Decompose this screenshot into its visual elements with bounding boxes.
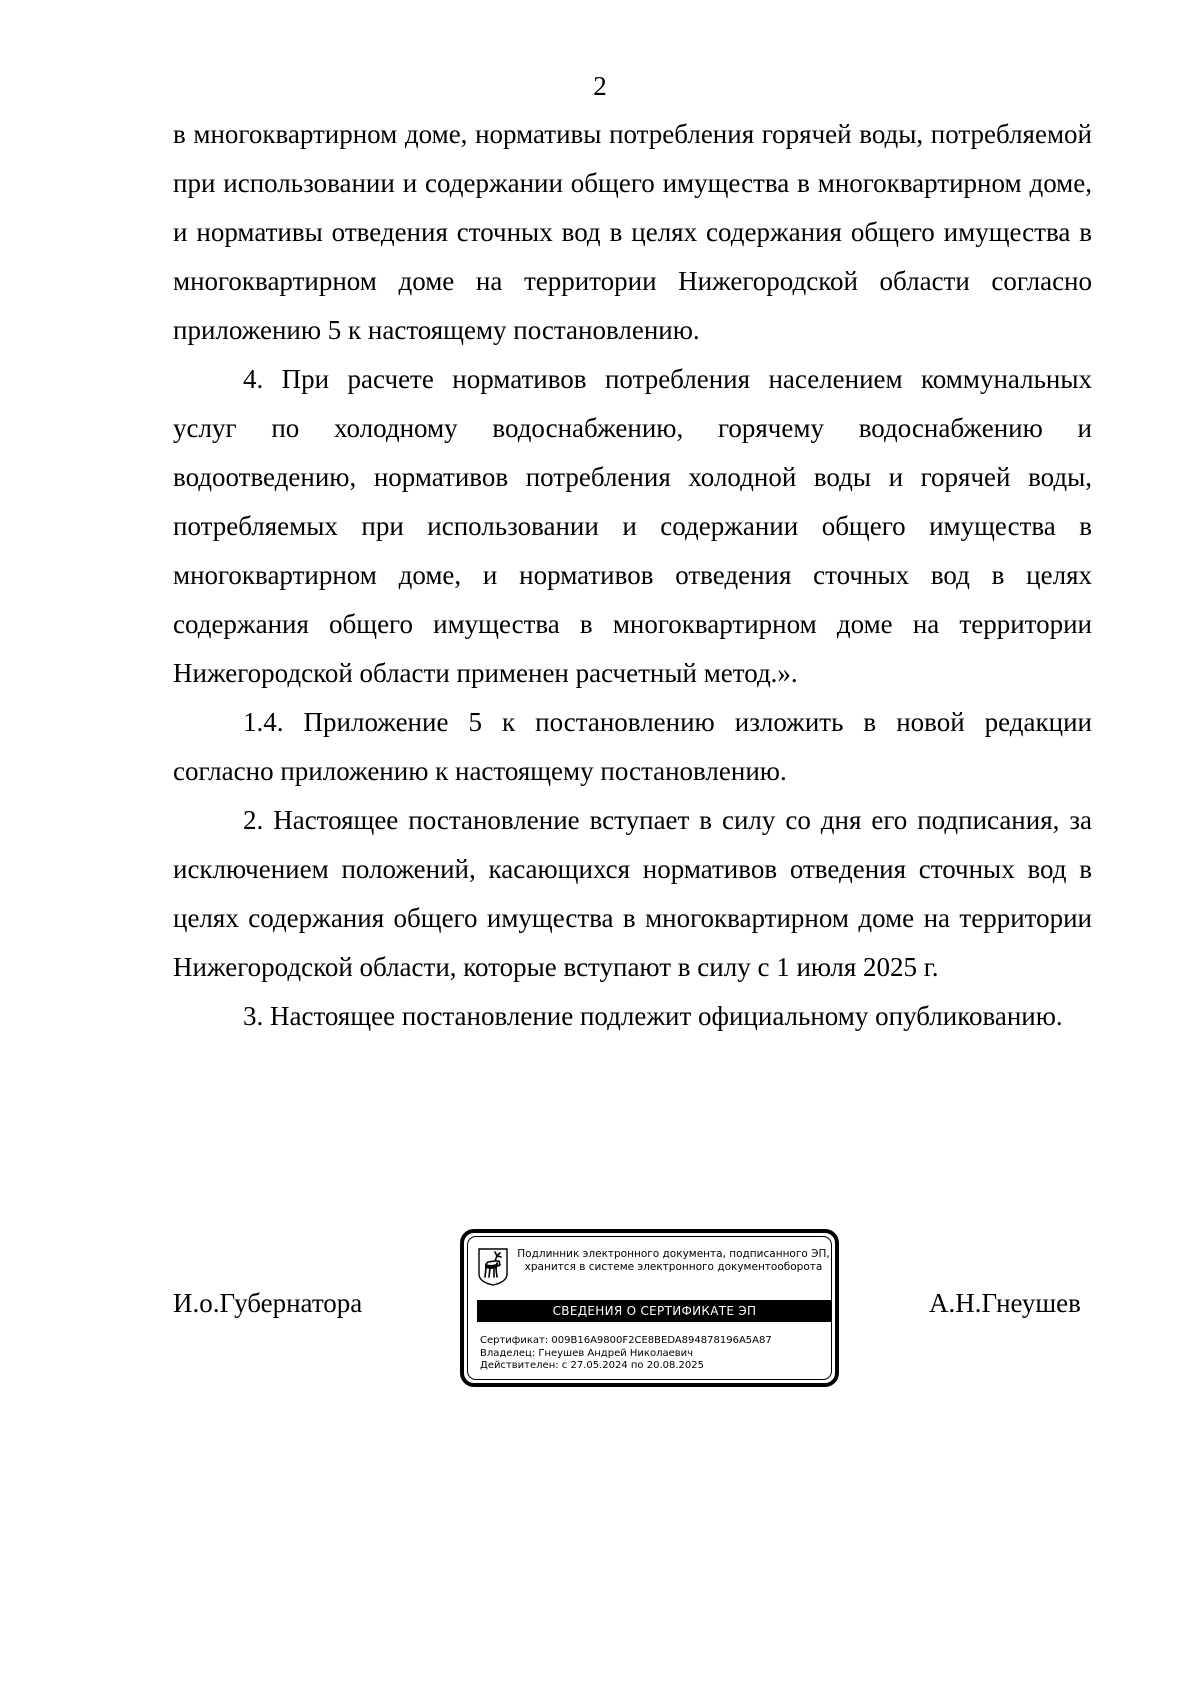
certificate-owner: Владелец: Гнеушев Андрей Николаевич <box>480 1347 694 1359</box>
certificate-validity: Действителен: с 27.05.2024 по 20.08.2025 <box>480 1360 704 1371</box>
signatory-position: И.о.Губернатора <box>173 1288 363 1318</box>
paragraph-continuation: в многоквартирном доме, нормативы потребления горячей воды, потребляемой при использовании и содержании общего имущества в многоквартирном доме, и нормативы отведения сточных вод в целях содержания общего имущества в многоквартирном доме на территории Нижегородской области согласно приложению 5 к настоящему постановлению. <box>173 119 1092 345</box>
certificate-details <box>480 1335 772 1373</box>
stamp-header-line: хранится в системе электронного документооборота <box>524 1261 823 1273</box>
paragraph-item-4: 4. При расчете нормативов потребления населением коммунальных услуг по холодному водоснабжению, горячему водоснабжению и водоотведению, нормативов потребления холодной воды и горячей воды, потребляемых при использовании и содержании общего имущества в многоквартирном доме, и нормативов отведения сточных вод в целях содержания общего имущества в многоквартирном доме на территории Нижегородской области применен расчетный метод.». <box>173 364 1092 688</box>
electronic-signature-stamp <box>460 1229 839 1387</box>
paragraph-item-1-4: 1.4. Приложение 5 к постановлению изложить в новой редакции согласно приложению к настоящему постановлению. <box>173 707 1092 786</box>
paragraph-item-3: 3. Настоящее постановление подлежит официальному опубликованию. <box>243 1001 1063 1031</box>
certificate-number: Сертификат: 009B16A9800F2CE8BEDA894878196A5A87 <box>480 1335 772 1346</box>
paragraph-item-2: 2. Настоящее постановление вступает в силу со дня его подписания, за исключением положений, касающихся нормативов отведения сточных вод в целях содержания общего имущества в многоквартирном доме на территории Нижегородской области, которые вступают в силу с 1 июля 2025 г. <box>173 805 1092 982</box>
stamp-header <box>516 1248 831 1274</box>
signatory-name: А.Н.Гнеушев <box>929 1288 1081 1318</box>
stamp-header-line: Подлинник электронного документа, подписанного ЭП, <box>517 1248 830 1260</box>
deer-emblem-icon <box>478 1248 508 1286</box>
document-body <box>173 110 1092 1041</box>
page-number: 2 <box>593 71 607 101</box>
certificate-info-title: СВЕДЕНИЯ О СЕРТИФИКАТЕ ЭП <box>477 1300 832 1322</box>
